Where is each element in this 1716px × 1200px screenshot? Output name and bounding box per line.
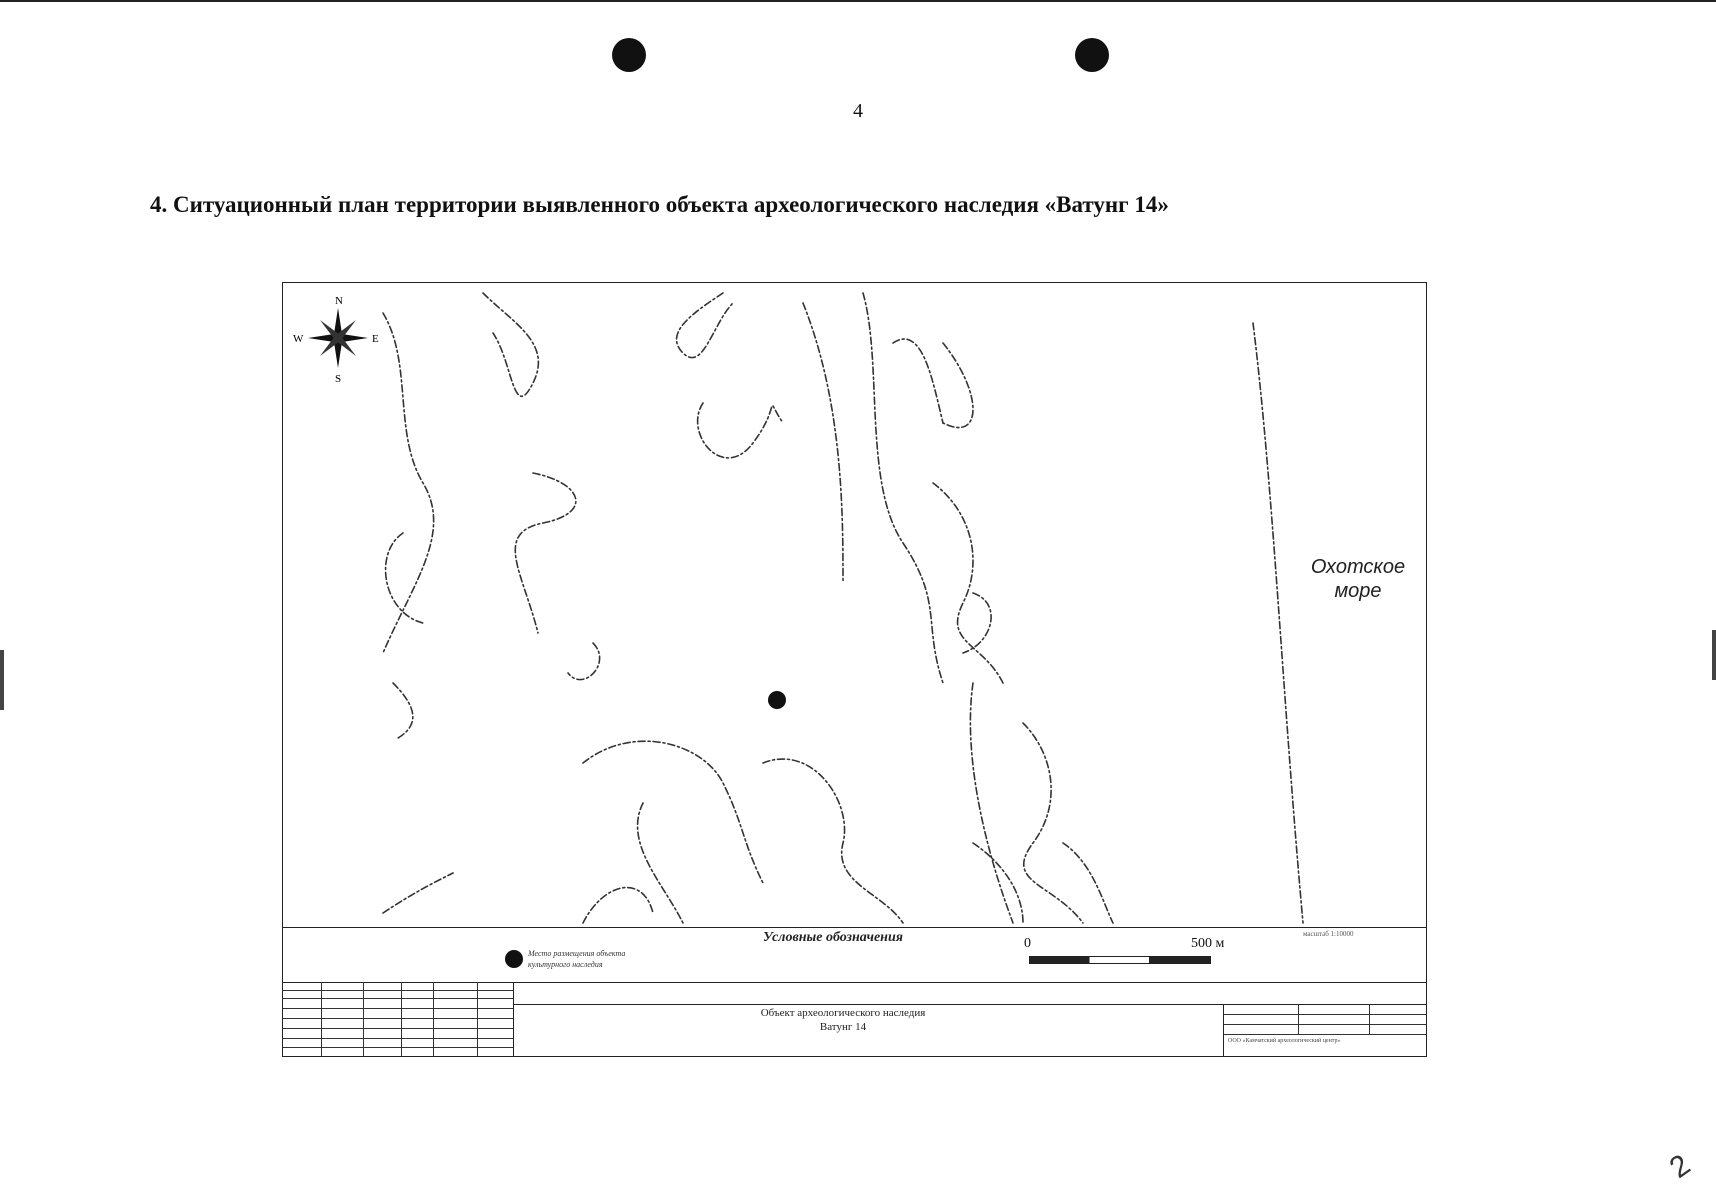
handwritten-margin-mark: 2 bbox=[1663, 1148, 1697, 1185]
contour-line bbox=[893, 339, 943, 423]
contour-line bbox=[698, 403, 783, 458]
contour-line bbox=[1023, 723, 1083, 923]
legend-note: масштаб 1:10000 bbox=[1303, 930, 1354, 938]
compass-rose-icon bbox=[293, 295, 379, 385]
title-block bbox=[282, 982, 1427, 1057]
punch-hole-left bbox=[612, 38, 646, 72]
scan-edge-mark bbox=[1712, 630, 1716, 680]
contour-line bbox=[515, 473, 576, 633]
contour-line bbox=[973, 843, 1023, 923]
contour-line bbox=[383, 873, 453, 913]
legend-site-marker-icon bbox=[505, 950, 523, 968]
page-number: 4 bbox=[853, 100, 863, 122]
contour-line bbox=[583, 888, 653, 923]
legend-panel bbox=[282, 926, 1427, 983]
contour-line bbox=[970, 683, 1013, 923]
contour-line bbox=[483, 293, 538, 396]
page-top-rule bbox=[0, 0, 1716, 2]
situation-plan-sheet bbox=[282, 282, 1427, 1060]
legend-item-label: Место размещения объекта культурного наследия bbox=[528, 949, 626, 969]
object-line-1: Объект археологического наследия bbox=[760, 1007, 926, 1019]
svg-text:W: W bbox=[293, 333, 304, 345]
site-location-dot-icon bbox=[768, 691, 786, 709]
title-block-signatures bbox=[283, 982, 514, 1056]
scale-start-label: 0 bbox=[1024, 936, 1031, 951]
svg-text:N: N bbox=[335, 295, 343, 307]
contour-line bbox=[393, 683, 413, 738]
punch-hole-right bbox=[1075, 38, 1109, 72]
contour-line bbox=[763, 759, 903, 923]
organization-label: ООО «Камчатский археологический центр» bbox=[1228, 1038, 1341, 1044]
svg-text:S: S bbox=[335, 373, 342, 385]
contour-line bbox=[803, 303, 843, 583]
contour-line bbox=[933, 483, 1003, 683]
map-frame bbox=[282, 282, 1427, 928]
title-block-sheet-info bbox=[1223, 1004, 1427, 1056]
contour-line bbox=[583, 741, 763, 883]
contour-line bbox=[1063, 843, 1113, 923]
topographic-contours bbox=[283, 283, 1426, 927]
legend-title: Условные обозначения bbox=[763, 930, 903, 945]
contour-line bbox=[383, 313, 434, 653]
contour-line bbox=[963, 593, 991, 653]
sea-label bbox=[1298, 555, 1418, 603]
scale-bar bbox=[1029, 956, 1211, 964]
coastline bbox=[1253, 323, 1303, 923]
contour-line bbox=[943, 343, 973, 428]
contour-line bbox=[568, 643, 600, 680]
sea-label-text: Охотское море bbox=[1310, 556, 1406, 602]
page-heading: 4. Ситуационный план территории выявленного объекта археологического наследия «Ватунг 14» bbox=[150, 192, 1169, 217]
object-line-2: Ватунг 14 bbox=[819, 1021, 867, 1033]
scan-edge-mark bbox=[0, 650, 4, 710]
contour-line bbox=[638, 803, 683, 923]
title-block-object bbox=[513, 1006, 1173, 1034]
scale-end-label: 500 м bbox=[1191, 936, 1225, 951]
contour-line bbox=[677, 293, 733, 358]
svg-text:E: E bbox=[372, 333, 379, 345]
contour-line bbox=[863, 293, 943, 683]
